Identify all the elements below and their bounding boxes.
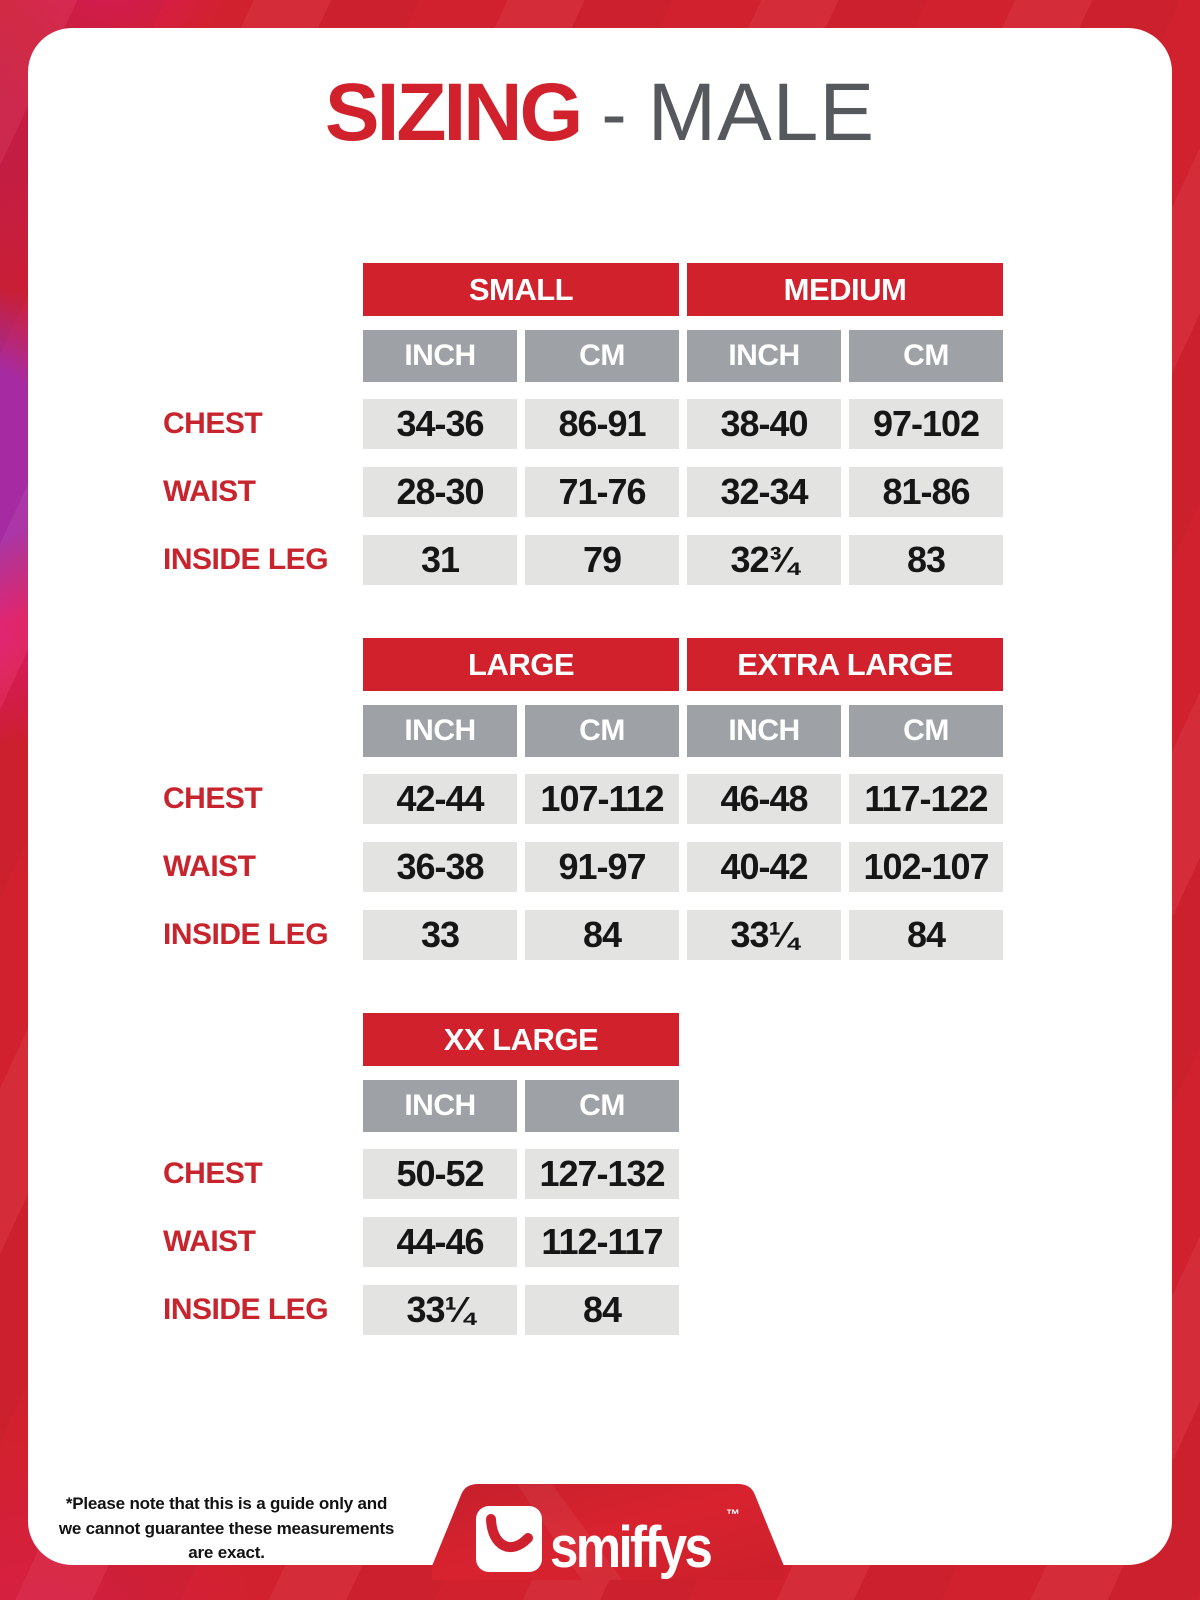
size-table-xxlarge <box>163 1013 679 1353</box>
title-separator: - <box>580 72 648 157</box>
value-cell: 83 <box>849 535 1003 585</box>
size-header-medium: MEDIUM <box>687 263 1003 316</box>
row-label-waist: WAIST <box>163 475 256 508</box>
size-header-xx-large: XX LARGE <box>363 1013 679 1066</box>
value-cell: 86-91 <box>525 399 679 449</box>
value-cell: 31 <box>363 535 517 585</box>
spacer <box>163 1080 355 1132</box>
table-row-waist <box>163 842 1003 892</box>
value-cell: 33¼ <box>363 1285 517 1335</box>
value-cell: 84 <box>525 1285 679 1335</box>
spacer <box>163 1013 355 1066</box>
unit-cm: CM <box>525 705 679 757</box>
table-row-inside-leg <box>163 1285 679 1335</box>
value-cell: 28-30 <box>363 467 517 517</box>
brand-wordmark: smiffys <box>550 1515 711 1580</box>
spacer <box>163 263 355 316</box>
title-sizing: SIZING <box>324 67 581 158</box>
value-cell: 40-42 <box>687 842 841 892</box>
unit-header-row <box>163 330 1003 382</box>
trademark-symbol: ™ <box>726 1506 740 1522</box>
table-row-waist <box>163 467 1003 517</box>
table-row-chest <box>163 399 1003 449</box>
unit-cm: CM <box>525 1080 679 1132</box>
size-header-small: SMALL <box>363 263 679 316</box>
value-cell: 36-38 <box>363 842 517 892</box>
unit-cm: CM <box>849 330 1003 382</box>
value-cell: 44-46 <box>363 1217 517 1267</box>
value-cell: 102-107 <box>849 842 1003 892</box>
value-cell: 81-86 <box>849 467 1003 517</box>
value-cell: 117-122 <box>849 774 1003 824</box>
value-cell: 38-40 <box>687 399 841 449</box>
size-header-row <box>163 263 1003 316</box>
unit-header-row <box>163 1080 679 1132</box>
unit-inch: INCH <box>363 705 517 757</box>
value-cell: 91-97 <box>525 842 679 892</box>
unit-inch: INCH <box>363 1080 517 1132</box>
value-cell: 34-36 <box>363 399 517 449</box>
table-row-inside-leg <box>163 910 1003 960</box>
size-header-row <box>163 1013 679 1066</box>
row-label-inside-leg: INSIDE LEG <box>163 1293 329 1326</box>
row-label-inside-leg: INSIDE LEG <box>163 918 329 951</box>
spacer <box>163 638 355 691</box>
table-row-waist <box>163 1217 679 1267</box>
size-header-extra-large: EXTRA LARGE <box>687 638 1003 691</box>
brand-tab <box>432 1484 784 1580</box>
value-cell: 107-112 <box>525 774 679 824</box>
value-cell: 33 <box>363 910 517 960</box>
value-cell: 112-117 <box>525 1217 679 1267</box>
size-header-row <box>163 638 1003 691</box>
size-table-large-xlarge <box>163 638 1003 978</box>
unit-header-row <box>163 705 1003 757</box>
size-table-small-medium <box>163 263 1003 603</box>
size-header-large: LARGE <box>363 638 679 691</box>
spacer <box>163 705 355 757</box>
value-cell: 32-34 <box>687 467 841 517</box>
value-cell: 50-52 <box>363 1149 517 1199</box>
row-label-chest: CHEST <box>163 407 263 440</box>
value-cell: 84 <box>849 910 1003 960</box>
disclaimer-note: *Please note that this is a guide only and we cannot guarantee these measurements are exact. <box>58 1494 395 1563</box>
value-cell: 84 <box>525 910 679 960</box>
unit-cm: CM <box>849 705 1003 757</box>
smiffys-logo-mark <box>476 1506 542 1572</box>
smiley-icon <box>476 1506 542 1572</box>
value-cell: 33¼ <box>687 910 841 960</box>
table-row-chest <box>163 774 1003 824</box>
row-label-inside-leg: INSIDE LEG <box>163 543 329 576</box>
value-cell: 71-76 <box>525 467 679 517</box>
unit-inch: INCH <box>363 330 517 382</box>
title-male: MALE <box>647 67 876 158</box>
value-cell: 127-132 <box>525 1149 679 1199</box>
value-cell: 79 <box>525 535 679 585</box>
value-cell: 32¾ <box>687 535 841 585</box>
spacer <box>163 330 355 382</box>
value-cell: 46-48 <box>687 774 841 824</box>
value-cell: 97-102 <box>849 399 1003 449</box>
unit-inch: INCH <box>687 330 841 382</box>
unit-cm: CM <box>525 330 679 382</box>
unit-inch: INCH <box>687 705 841 757</box>
row-label-chest: CHEST <box>163 782 263 815</box>
page-title <box>0 67 1200 158</box>
table-row-chest <box>163 1149 679 1199</box>
value-cell: 42-44 <box>363 774 517 824</box>
table-row-inside-leg <box>163 535 1003 585</box>
row-label-chest: CHEST <box>163 1157 263 1190</box>
row-label-waist: WAIST <box>163 1225 256 1258</box>
row-label-waist: WAIST <box>163 850 256 883</box>
